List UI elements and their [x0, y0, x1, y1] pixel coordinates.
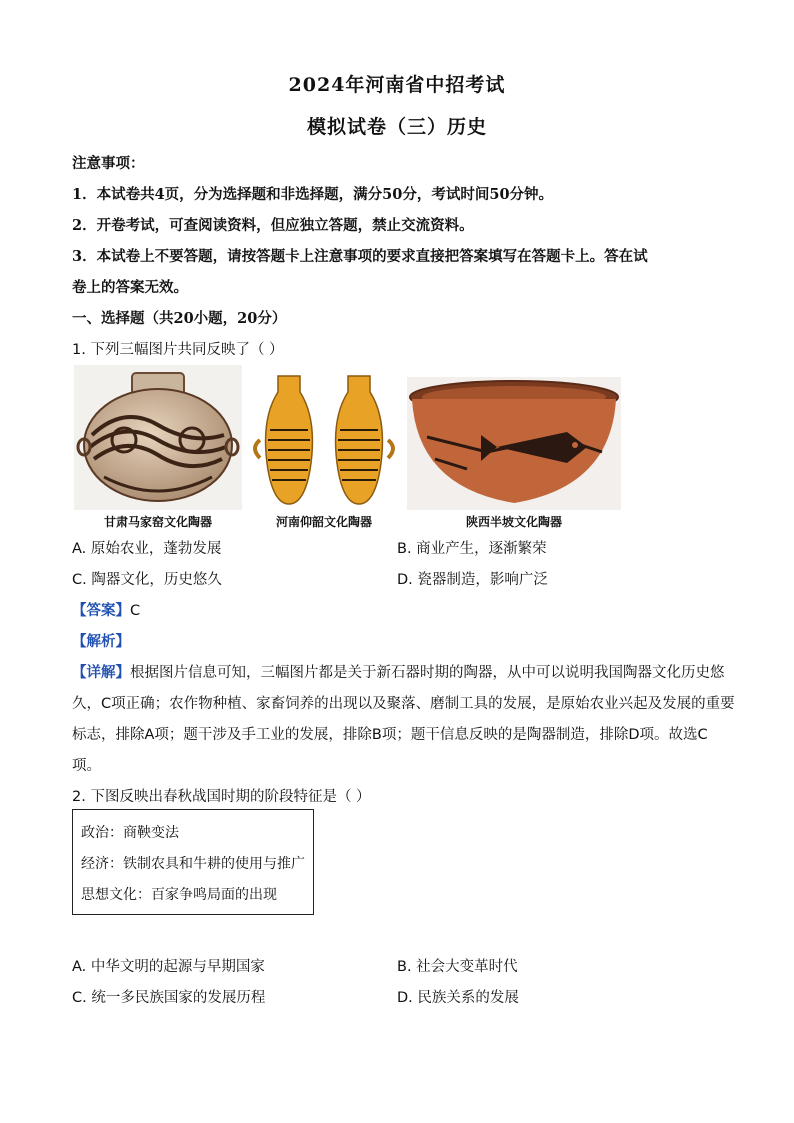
q2-info-box	[72, 809, 314, 915]
caption-banpo: 陕西半坡文化陶器	[465, 515, 562, 529]
q1-analysis	[72, 630, 130, 651]
majiayao-pottery-image	[74, 365, 242, 510]
q1-option-c: C. 陶器文化，历史悠久	[72, 572, 222, 588]
analysis-tag: 【解析】	[72, 634, 130, 650]
caption-yangshao: 河南仰韶文化陶器	[275, 515, 372, 529]
q1-option-a: A. 原始农业，蓬勃发展	[72, 541, 222, 557]
detail-text-1: 根据图片信息可知，三幅图片都是关于新石器时期的陶器，从中可以说明我国陶器文化历史悠	[130, 665, 725, 681]
banpo-pottery-image	[407, 377, 621, 510]
q1-detail-line-3: 标志，排除A项；题干涉及手工业的发展，排除B项；题干信息反映的是陶器制造，排除D项。故选C	[72, 727, 708, 743]
q2-stem: 2. 下图反映出春秋战国时期的阶段特征是（ ）	[72, 789, 371, 805]
q1-option-d: D. 瓷器制造，影响广泛	[397, 572, 548, 588]
q2-box-culture: 思想文化：百家争鸣局面的出现	[81, 887, 277, 903]
notice-item-1: 1．本试卷共4页，分为选择题和非选择题，满分50分，考试时间50分钟。	[72, 186, 554, 203]
q1-detail-line-4: 项。	[72, 758, 101, 774]
q1-answer	[72, 599, 140, 620]
q2-option-c: C. 统一多民族国家的发展历程	[72, 990, 266, 1006]
q2-option-a: A. 中华文明的起源与早期国家	[72, 959, 265, 975]
notice-item-3-cont: 卷上的答案无效。	[72, 279, 188, 296]
q1-detail-line-2: 久，C项正确；农作物种植、家畜饲养的出现以及聚落、磨制工具的发展，是原始农业兴起及发展的重要	[72, 696, 735, 712]
q1-stem: 1. 下列三幅图片共同反映了（ ）	[72, 342, 284, 358]
yangshao-pottery-image	[248, 370, 400, 510]
q2-option-b: B. 社会大变革时代	[397, 959, 518, 975]
q2-box-politics: 政治：商鞅变法	[81, 825, 179, 841]
section-heading: 一、选择题（共20小题，20分）	[72, 310, 287, 327]
exam-subtitle: 模拟试卷（三）历史	[306, 116, 487, 138]
detail-tag: 【详解】	[72, 665, 130, 681]
caption-majiayao: 甘肃马家窑文化陶器	[103, 515, 212, 529]
answer-value: C	[130, 603, 141, 619]
q2-option-d: D. 民族关系的发展	[397, 990, 519, 1006]
notice-item-3: 3．本试卷上不要答题，请按答题卡上注意事项的要求直接把答案填写在答题卡上。答在试	[72, 248, 648, 265]
answer-tag: 【答案】	[72, 603, 130, 619]
q1-option-b: B. 商业产生，逐渐繁荣	[397, 541, 547, 557]
q2-box-economy: 经济：铁制农具和牛耕的使用与推广	[81, 856, 305, 872]
notice-heading: 注意事项：	[72, 155, 145, 172]
exam-title: 2024年河南省中招考试	[288, 74, 506, 96]
notice-item-2: 2．开卷考试，可查阅读资料，但应独立答题，禁止交流资料。	[72, 217, 474, 234]
q1-detail-line-1	[72, 661, 725, 682]
